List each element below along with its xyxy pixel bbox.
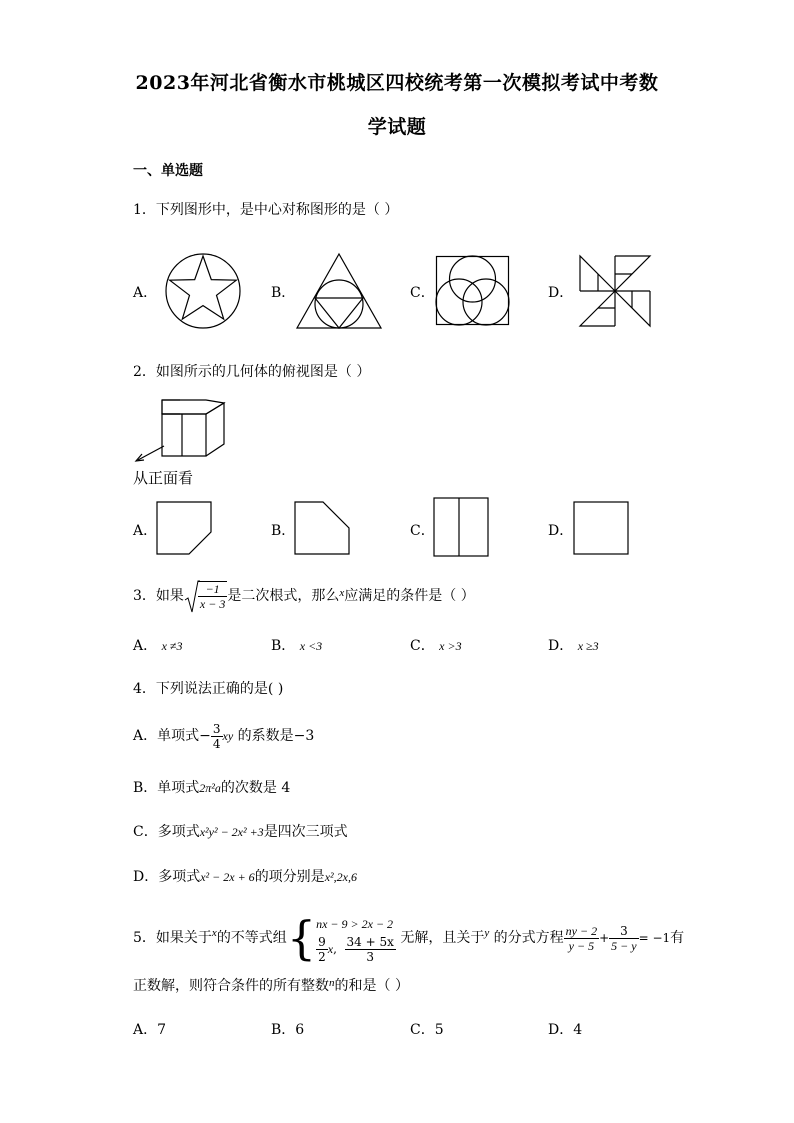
q5-inequality-system xyxy=(316,913,396,964)
q3-option-a-text: x ≠3 xyxy=(161,639,183,653)
q3-pre-text: 3．如果 xyxy=(133,588,184,604)
q5-variable-x: x xyxy=(211,927,217,939)
q5-option-b-text: 6 xyxy=(295,1022,305,1038)
q4-option-b: B．单项式2π²a的次数是 4 xyxy=(133,780,291,796)
q5-equation-fraction-1: $\frac{ny - 2}{y - 5}$ xyxy=(565,923,598,953)
q4-b-expression: 2π²a xyxy=(199,781,221,795)
q4-option-c: C．多项式x²y² − 2x² +3是四次三项式 xyxy=(133,824,348,840)
q3-option-c: C． x >3 xyxy=(410,638,462,654)
question-4-stem: 4．下列说法正确的是( ) xyxy=(133,681,284,697)
question-1-stem: 1．下列图形中，是中心对称图形的是（ ） xyxy=(133,202,399,218)
q2-option-c-label: C． xyxy=(410,523,435,539)
q1-option-d-label: D． xyxy=(548,285,574,301)
radical-sign-icon xyxy=(184,580,200,614)
q5-option-a: A．7 xyxy=(133,1022,167,1038)
question-5-stem-line2: 正数解，则符合条件的所有整数$^n$的和是（ ） xyxy=(133,977,409,994)
question-5-stem: 5．如果关于$^x$的不等式组{ nx − 9 > 2x − 2 $\frac{9}{2}$ x, $\frac{34 + 5x}{3}$ 无解，且关于$^y$ 的分式方程 $\frac{ny - 2}{y - 5}$ + $\frac{3}{5 - y}$ = −1有 xyxy=(133,911,685,965)
page-title-line2: 学试题 xyxy=(367,116,427,138)
q2-option-a-label: A． xyxy=(133,523,158,539)
q4-d-expression: x² − 2x + 6 xyxy=(200,870,255,884)
q2-option-a-figure xyxy=(155,500,215,556)
q1-option-b-label: B． xyxy=(271,285,296,301)
q3-post-text-2: 应满足的条件是（ ） xyxy=(344,588,475,604)
q3-option-b: B． x <3 xyxy=(271,638,323,654)
q5-option-d-text: 4 xyxy=(573,1022,583,1038)
q2-option-b-figure xyxy=(293,500,353,556)
q5-option-c-text: 5 xyxy=(434,1022,444,1038)
q3-option-d: D． x ≥3 xyxy=(548,638,599,654)
q4-option-a: A．单项式− $\frac{3}{4}$ xy 的系数是−3 xyxy=(133,721,315,751)
q4-a-minus: − xyxy=(199,728,211,744)
q3-option-d-text: x ≥3 xyxy=(577,639,599,653)
q3-radicand-numerator: −1 xyxy=(205,582,220,596)
q5-variable-n: n xyxy=(329,977,335,989)
q2-option-c-figure xyxy=(432,496,492,558)
q3-radical xyxy=(184,580,227,612)
q5-option-a-text: 7 xyxy=(157,1022,167,1038)
q4-a-variable: xy xyxy=(222,729,234,743)
q5-variable-y: y xyxy=(484,927,490,939)
question-2-stem: 2．如图所示的几何体的俯视图是（ ） xyxy=(133,364,371,380)
solid-figure-3d xyxy=(132,398,230,464)
pinwheel-figure xyxy=(578,254,652,328)
q5-equation-rhs: = −1 xyxy=(638,931,671,945)
q1-option-c-label: C． xyxy=(410,285,435,301)
q3-radicand-denominator: x − 3 xyxy=(199,597,226,611)
three-circles-figure xyxy=(435,255,511,327)
view-direction-caption: 从正面看 xyxy=(133,469,194,487)
section-heading: 一、单选题 xyxy=(133,163,203,179)
q3-option-a: A． x ≠3 xyxy=(133,638,183,654)
q5-option-c: C．5 xyxy=(410,1022,444,1038)
q4-d-terms: x²,2x,6 xyxy=(324,870,357,884)
q5-option-b: B．6 xyxy=(271,1022,305,1038)
q3-post-text: 是二次根式，那么 xyxy=(227,588,340,604)
q4-a-fraction: $\frac{3}{4}$ xyxy=(212,721,221,751)
q2-option-d-figure xyxy=(572,500,632,556)
question-3-stem xyxy=(133,577,475,612)
q5-option-d: D．4 xyxy=(548,1022,583,1038)
q3-variable: x xyxy=(339,587,345,599)
page-title-line1: 2023年河北省衡水市桃城区四校统考第一次模拟考试中考数 xyxy=(135,72,659,94)
q5-inequality-2: $\frac{9}{2}$ x, $\frac{34 + 5x}{3}$ xyxy=(318,934,394,964)
triangle-circle-figure xyxy=(294,251,384,331)
q5-system-brace: { xyxy=(286,911,317,965)
q4-option-d: D．多项式x² − 2x + 6的项分别是x²,2x,6 xyxy=(133,869,357,885)
q2-option-b-label: B． xyxy=(271,523,296,539)
q4-c-expression: x²y² − 2x² +3 xyxy=(199,825,264,839)
q2-option-d-label: D． xyxy=(548,523,574,539)
q5-equation-fraction-2: $\frac{3}{5 - y}$ xyxy=(611,923,637,953)
q1-option-a-label: A． xyxy=(133,285,158,301)
star-in-circle-figure xyxy=(164,251,244,331)
q5-inequality-1: nx − 9 > 2x − 2 xyxy=(316,916,394,931)
q3-option-c-text: x >3 xyxy=(439,639,462,653)
q3-option-b-text: x <3 xyxy=(299,639,323,653)
